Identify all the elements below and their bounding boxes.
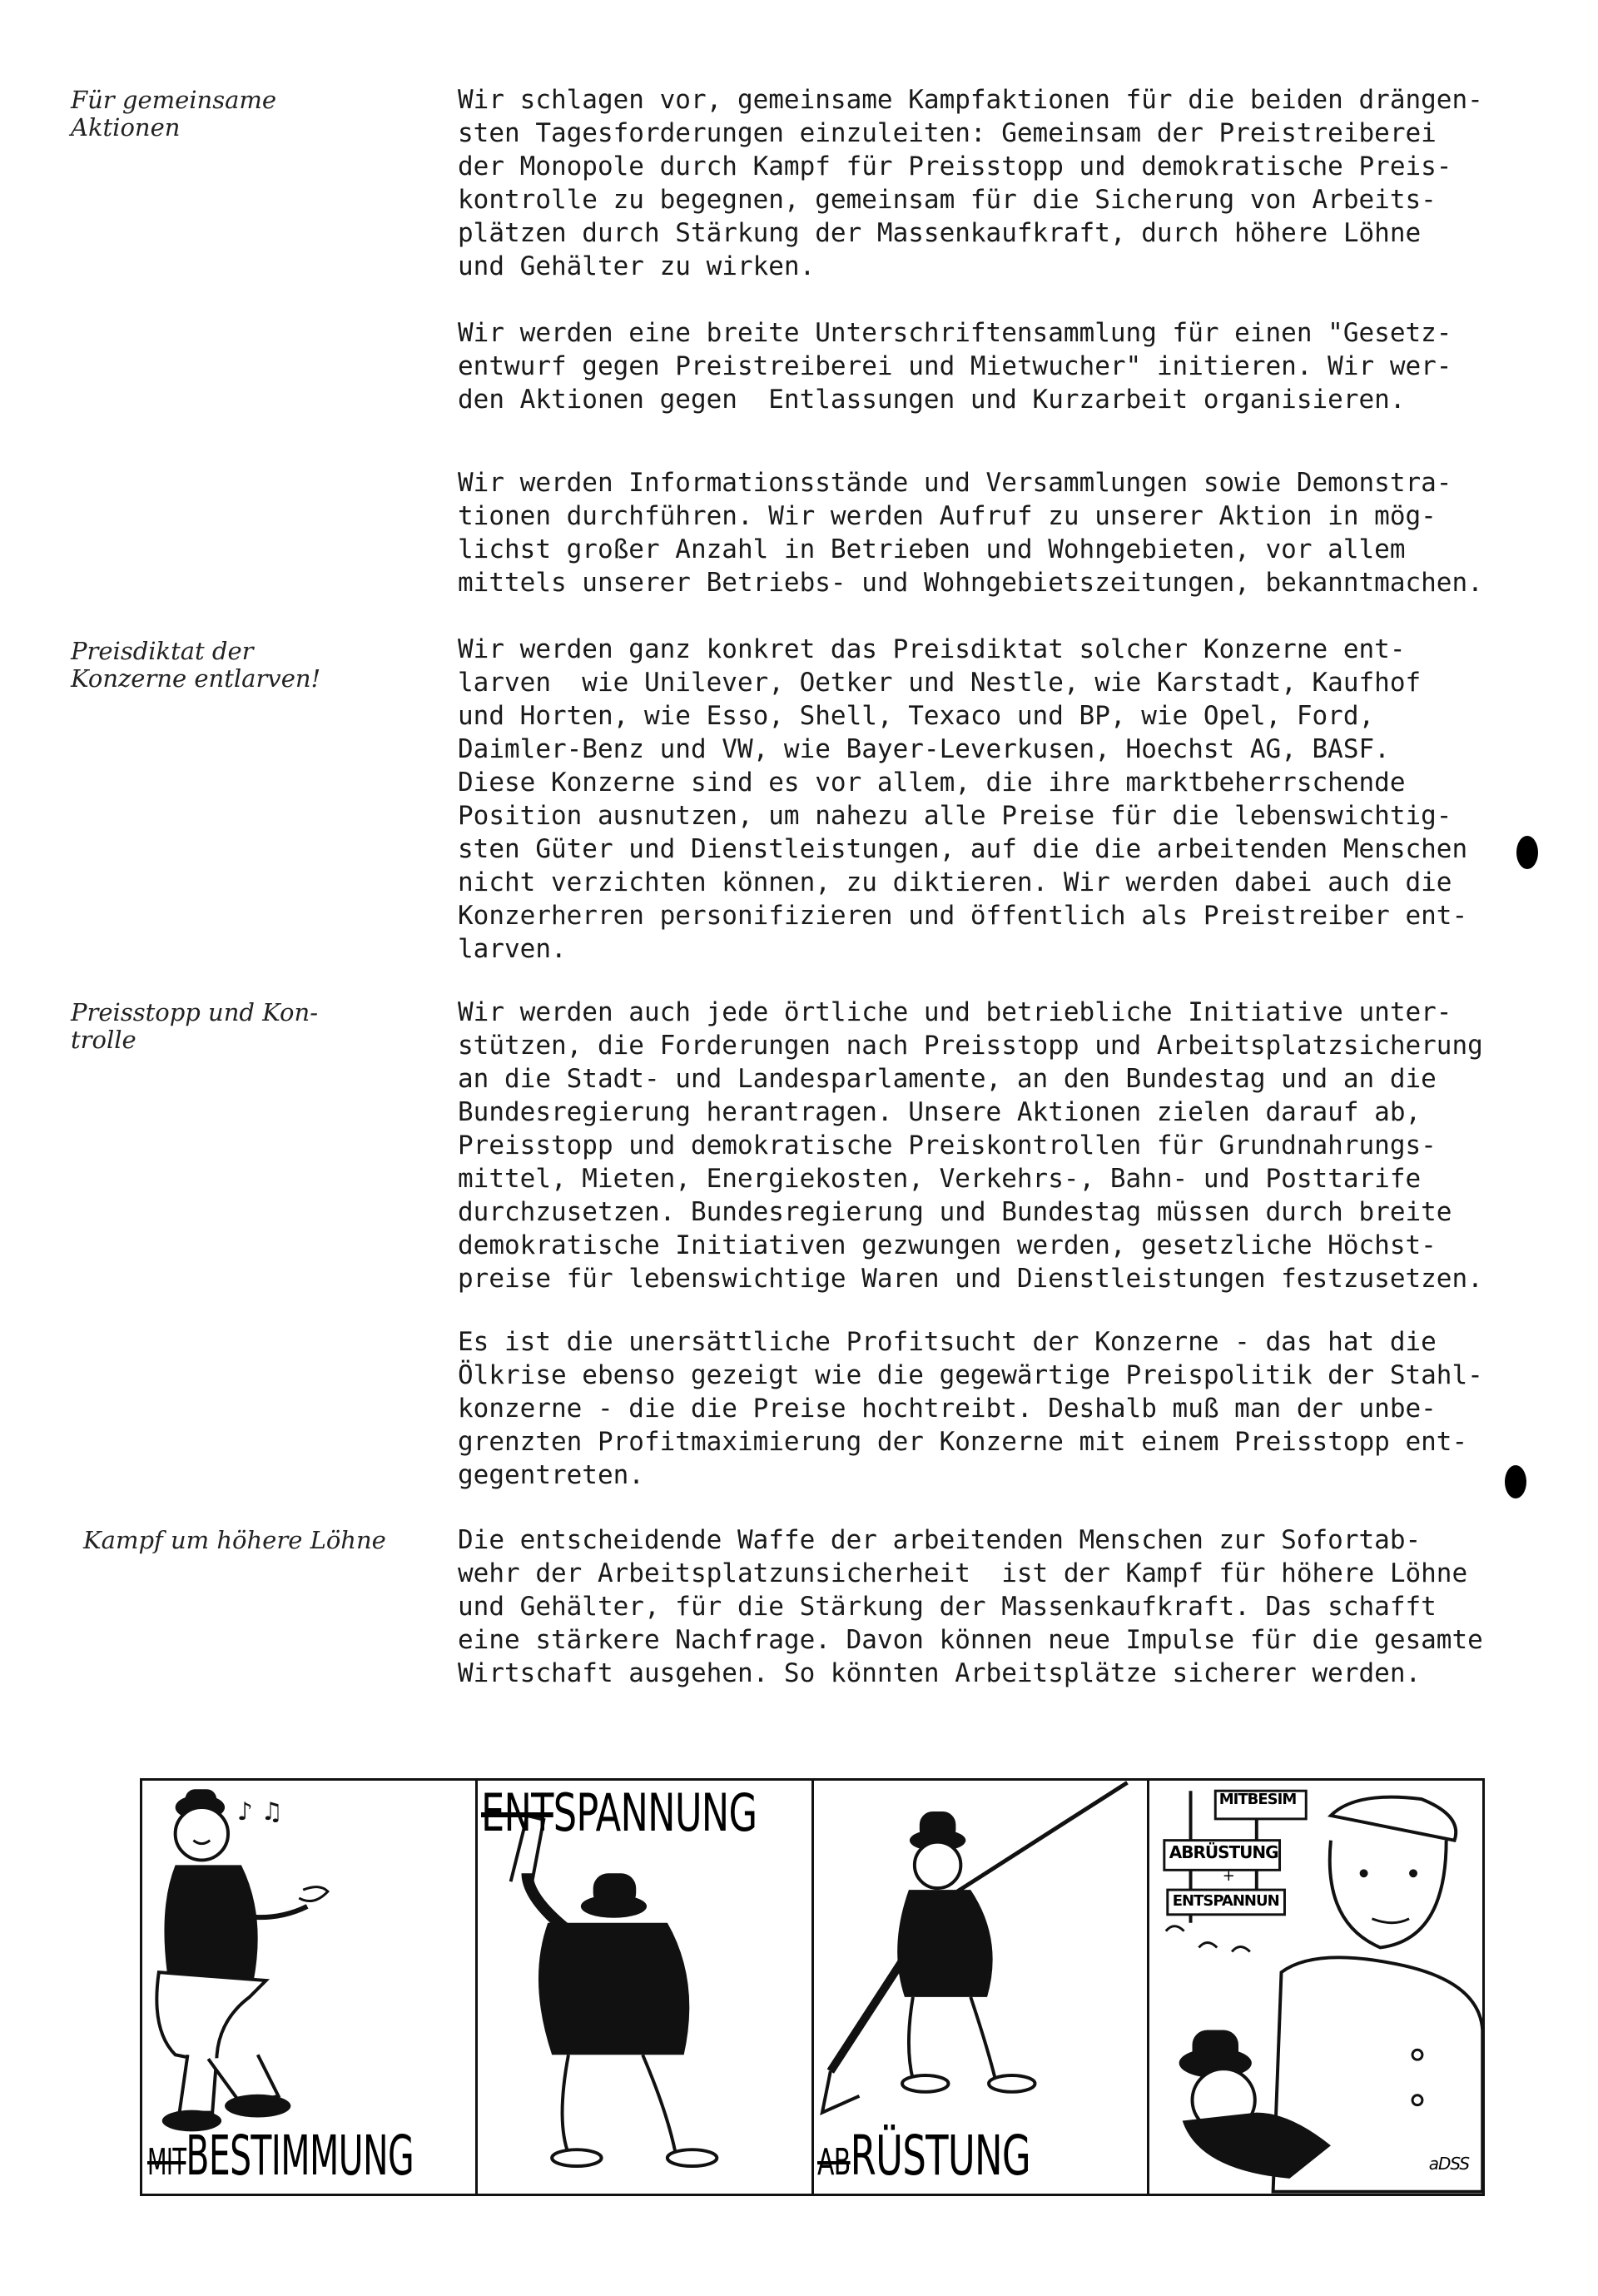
text-line: Wir werden Informationsstände und Versammlungen sowie Demonstra-	[458, 468, 1452, 498]
text-line: und Gehälter zu wirken.	[458, 251, 816, 281]
text-line: Preisstopp und demokratische Preiskontrollen für Grundnahrungs-	[458, 1131, 1437, 1160]
text-line: den Aktionen gegen Entlassungen und Kurzarbeit organisieren.	[458, 385, 1406, 415]
caption-prefix-struck	[147, 2124, 414, 2188]
text-line: mittels unserer Betriebs- und Wohngebietszeitungen, bekanntmachen.	[458, 568, 1483, 598]
ink-blot	[1505, 1465, 1526, 1498]
paragraph	[458, 996, 1540, 1295]
paragraph	[458, 1325, 1540, 1492]
caption-text: BESTIMMUNG	[186, 2124, 414, 2188]
text-line: Wir werden ganz konkret das Preisdiktat solcher Konzerne ent-	[458, 634, 1406, 664]
sign-plus: +	[1222, 1867, 1234, 1885]
margin-heading	[71, 638, 404, 693]
paragraph	[458, 1523, 1540, 1690]
text-line: an die Stadt- und Landesparlamente, an den Bundestag und an die	[458, 1064, 1437, 1094]
heading-line: Kampf um höhere Löhne	[83, 1526, 386, 1554]
text-line: durchzusetzen. Bundesregierung und Bundestag müssen durch breite	[458, 1197, 1452, 1227]
heading-line: trolle	[71, 1026, 136, 1054]
caption-text: RÜSTUNG	[850, 2124, 1030, 2188]
heading-line: Preisdiktat der	[71, 637, 254, 665]
text-line: mittel, Mieten, Energiekosten, Verkehrs-, Bahn- und Posttarife	[458, 1164, 1422, 1194]
paragraph	[458, 316, 1540, 416]
text-line: sten Tagesforderungen einzuleiten: Gemeinsam der Preistreiberei	[458, 118, 1437, 148]
margin-heading	[83, 1527, 416, 1554]
text-line: nicht verzichten können, zu diktieren. Wir werden dabei auch die	[458, 867, 1452, 897]
cartoon-panel-entspannung	[475, 1781, 811, 2194]
text-line: wehr der Arbeitsplatzunsicherheit ist der Kampf für höhere Löhne	[458, 1558, 1468, 1588]
paragraph	[458, 466, 1540, 599]
section-body	[458, 996, 1540, 1492]
text-line: demokratische Initiativen gezwungen werden, gesetzliche Höchst-	[458, 1230, 1437, 1260]
text-line: gegentreten.	[458, 1460, 644, 1490]
text-line: preise für lebenswichtige Waren und Dienstleistungen festzusetzen.	[458, 1264, 1483, 1294]
text-line: Daimler-Benz und VW, wie Bayer-Leverkusen, Hoechst AG, BASF.	[458, 734, 1390, 764]
cartoon-panel-abruestung	[811, 1781, 1147, 2194]
heading-line: Konzerne entlarven!	[71, 664, 321, 693]
text-line: larven.	[458, 934, 567, 964]
cartoon-panel-demonstration	[1147, 1781, 1482, 2194]
paragraph	[458, 83, 1540, 283]
text-line: konzerne - die die Preise hochtreibt. Deshalb muß man der unbe-	[458, 1394, 1437, 1424]
text-line: Ölkrise ebenso gezeigt wie die gegewärtige Preispolitik der Stahl-	[458, 1360, 1483, 1390]
cartoon-panel-mitbestimmung	[142, 1781, 475, 2194]
sign-entspannung: ENTSPANNUN	[1172, 1892, 1279, 1910]
text-line: larven wie Unilever, Oetker und Nestle, wie Karstadt, Kaufhof	[458, 668, 1422, 698]
text-line: Diese Konzerne sind es vor allem, die ihre marktbeherrschende	[458, 768, 1406, 798]
text-line: und Horten, wie Esso, Shell, Texaco und BP, wie Opel, Ford,	[458, 701, 1375, 731]
section-body	[458, 633, 1540, 966]
caption-prefix: MIT	[147, 2141, 186, 2184]
paragraph	[458, 633, 1540, 966]
caption-prefix: AB	[816, 2141, 851, 2184]
caption-text: SPANNUNG	[553, 1782, 757, 1843]
text-line: eine stärkere Nachfrage. Davon können neue Impulse für die gesamte	[458, 1625, 1483, 1655]
text-line: grenzten Profitmaximierung der Konzerne mit einem Preisstopp ent-	[458, 1427, 1468, 1457]
section-body	[458, 1523, 1540, 1690]
margin-heading	[71, 999, 404, 1054]
text-line: Wirtschaft ausgehen. So könnten Arbeitsplätze sicherer werden.	[458, 1658, 1422, 1688]
text-line: entwurf gegen Preistreiberei und Mietwucher" initieren. Wir wer-	[458, 351, 1452, 381]
margin-heading	[71, 87, 404, 142]
text-line: Die entscheidende Waffe der arbeitenden Menschen zur Sofortab-	[458, 1525, 1422, 1555]
text-line: kontrolle zu begegnen, gemeinsam für die Sicherung von Arbeits-	[458, 185, 1437, 215]
text-line: Es ist die unersättliche Profitsucht der Konzerne - das hat die	[458, 1327, 1437, 1357]
cartoon-strip	[140, 1778, 1485, 2196]
heading-line: Aktionen	[71, 113, 181, 142]
text-line: lichst großer Anzahl in Betrieben und Wohngebieten, vor allem	[458, 534, 1406, 564]
text-line: der Monopole durch Kampf für Preisstopp und demokratische Preis-	[458, 152, 1452, 181]
caption-prefix: ENT	[481, 1782, 553, 1843]
text-line: tionen durchführen. Wir werden Aufruf zu unserer Aktion in mög-	[458, 501, 1437, 531]
heading-line: Für gemeinsame	[71, 86, 277, 114]
section-body	[458, 83, 1540, 599]
text-line: und Gehälter, für die Stärkung der Massenkaufkraft. Das schafft	[458, 1592, 1437, 1622]
caption-block	[817, 2124, 1030, 2188]
text-line: Wir werden auch jede örtliche und betriebliche Initiative unter-	[458, 997, 1452, 1027]
svg-text:♪ ♫: ♪ ♫	[236, 1797, 283, 1826]
text-line: stützen, die Forderungen nach Preisstopp und Arbeitsplatzsicherung	[458, 1031, 1483, 1061]
heading-line: Preisstopp und Kon-	[71, 998, 318, 1026]
text-line: Position ausnutzen, um nahezu alle Preise für die lebenswichtig-	[458, 801, 1452, 831]
text-line: Bundesregierung herantragen. Unsere Aktionen zielen darauf ab,	[458, 1097, 1422, 1127]
sign-top: MITBESIM	[1218, 1791, 1297, 1808]
text-line: Wir werden eine breite Unterschriftensammlung für einen "Gesetz-	[458, 318, 1452, 348]
artist-signature: aDSS	[1428, 2154, 1470, 2174]
sign-abruestung: ABRÜSTUNG	[1169, 1842, 1278, 1862]
text-line: sten Güter und Dienstleistungen, auf die die arbeitenden Menschen	[458, 834, 1468, 864]
text-line: Wir schlagen vor, gemeinsame Kampfaktionen für die beiden drängen-	[458, 85, 1483, 115]
caption-block	[481, 1782, 757, 1843]
text-line: plätzen durch Stärkung der Massenkaufkraft, durch höhere Löhne	[458, 218, 1422, 248]
ink-blot	[1516, 836, 1538, 869]
text-line: Konzerherren personifizieren und öffentlich als Preistreiber ent-	[458, 901, 1468, 931]
